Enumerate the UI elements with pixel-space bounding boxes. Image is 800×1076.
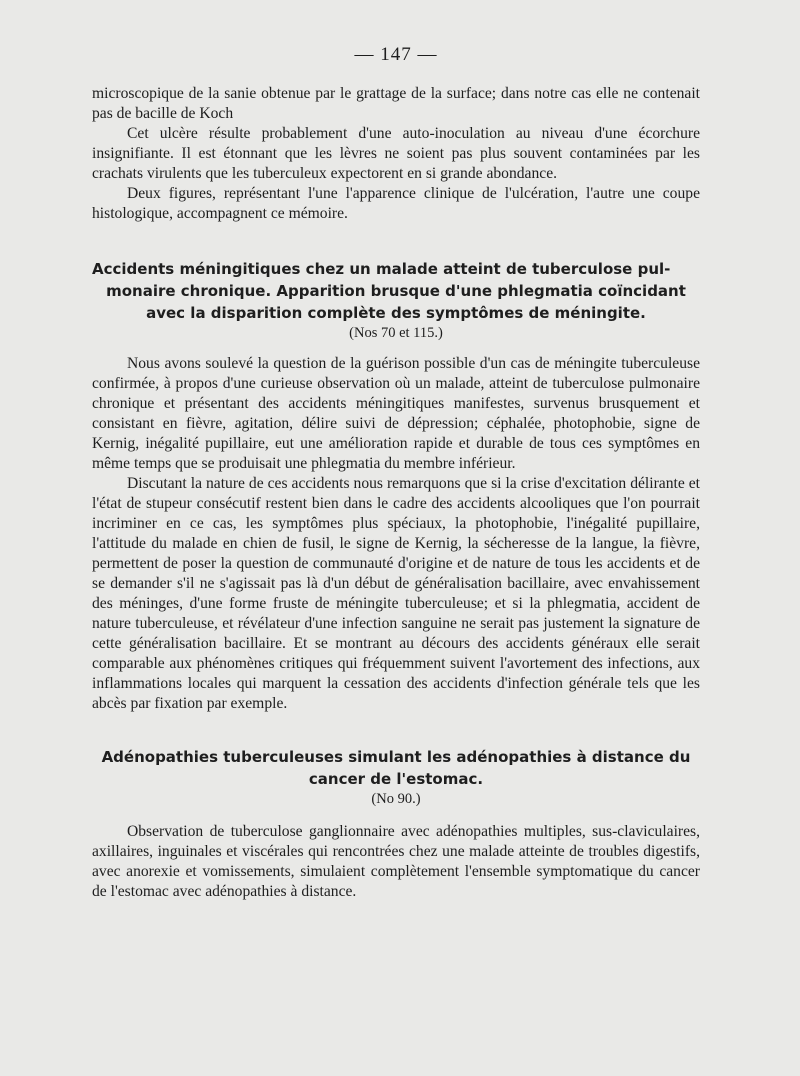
heading-line: monaire chronique. Apparition brusque d'une phlegmatia coïncidant avec la disparition complète des symptômes de méningite. bbox=[106, 282, 686, 322]
section-heading-meningitis bbox=[92, 258, 700, 324]
section-body-meningitis bbox=[92, 354, 700, 714]
paragraph: Nous avons soulevé la question de la guérison possible d'un cas de méningite tuberculeuse confirmée, à propos d'une curieuse observation où un malade, atteint de tuberculose pulmonaire chronique et présentant des accidents méningitiques manifestes, survenus brusquement et consistant en fièvre, agitation, délire suivi de dépression; céphalée, photophobie, signe de Kernig, inégalité pupillaire, eut une amélioration rapide et durable de tous ces symptômes en même temps que se produisait une phlegmatia du membre inférieur. bbox=[92, 355, 700, 472]
section-body-adenopathies bbox=[92, 822, 700, 902]
paragraph: microscopique de la sanie obtenue par le grattage de la surface; dans notre cas elle ne contenait pas de bacille de Koch bbox=[92, 85, 700, 122]
page-number: — 147 — bbox=[354, 44, 438, 65]
section-reference: (Nos 70 et 115.) bbox=[349, 325, 443, 341]
section-heading-adenopathies: Adénopathies tuberculeuses simulant les adénopathies à distance du cancer de l'estomac. bbox=[101, 748, 691, 788]
section-reference: (No 90.) bbox=[371, 791, 421, 807]
paragraph: Observation de tuberculose ganglionnaire avec adénopathies multiples, sus-claviculaires, axillaires, inguinales et viscérales qui rencontrées chez une malade atteinte de troubles digestifs, avec anorexie et vomissements, simulaient complètement l'ensemble symptomatique du cancer de l'estomac avec adénopathies à distance. bbox=[92, 823, 700, 900]
paragraph: Deux figures, représentant l'une l'apparence clinique de l'ulcération, l'autre une coupe histologique, accompagnent ce mémoire. bbox=[92, 185, 700, 222]
paragraph: Cet ulcère résulte probablement d'une auto-inoculation au niveau d'une écorchure insignifiante. Il est étonnant que les lèvres ne soient pas plus souvent contaminées par les crachats virulents que les tuberculeux expectorent en si grande abondance. bbox=[92, 125, 700, 182]
heading-line: Accidents méningitiques chez un malade atteint de tuberculose pul- bbox=[92, 260, 671, 278]
intro-text bbox=[92, 84, 700, 224]
paragraph: Discutant la nature de ces accidents nous remarquons que si la crise d'excitation délirante et l'état de stupeur consécutif restent bien dans le cadre des accidents alcooliques que l'on pourrait incriminer en ce cas, les symptômes plus spéciaux, la photophobie, l'inégalité pupillaire, l'attitude du malade en chien de fusil, le signe de Kernig, la sécheresse de la langue, la fièvre, permettent de poser la question de communauté d'origine et de nature de tous les accidents et de se demander s'il ne s'agissait pas là d'un début de généralisation bacillaire, avec envahissement des méninges, d'une forme fruste de méningite tuberculeuse; et si la phlegmatia, accident de nature tuberculeuse, et révélateur d'une infection sanguine ne serait pas justement la signature de cette généralisation bacillaire. Et se montrant au décours des accidents généraux elle serait comparable aux phénomènes critiques qui fréquemment suivent l'avortement des infections, aux inflammations locales qui marquent la cessation des accidents d'infection générale tels que les abcès par fixation par exemple. bbox=[92, 475, 700, 712]
